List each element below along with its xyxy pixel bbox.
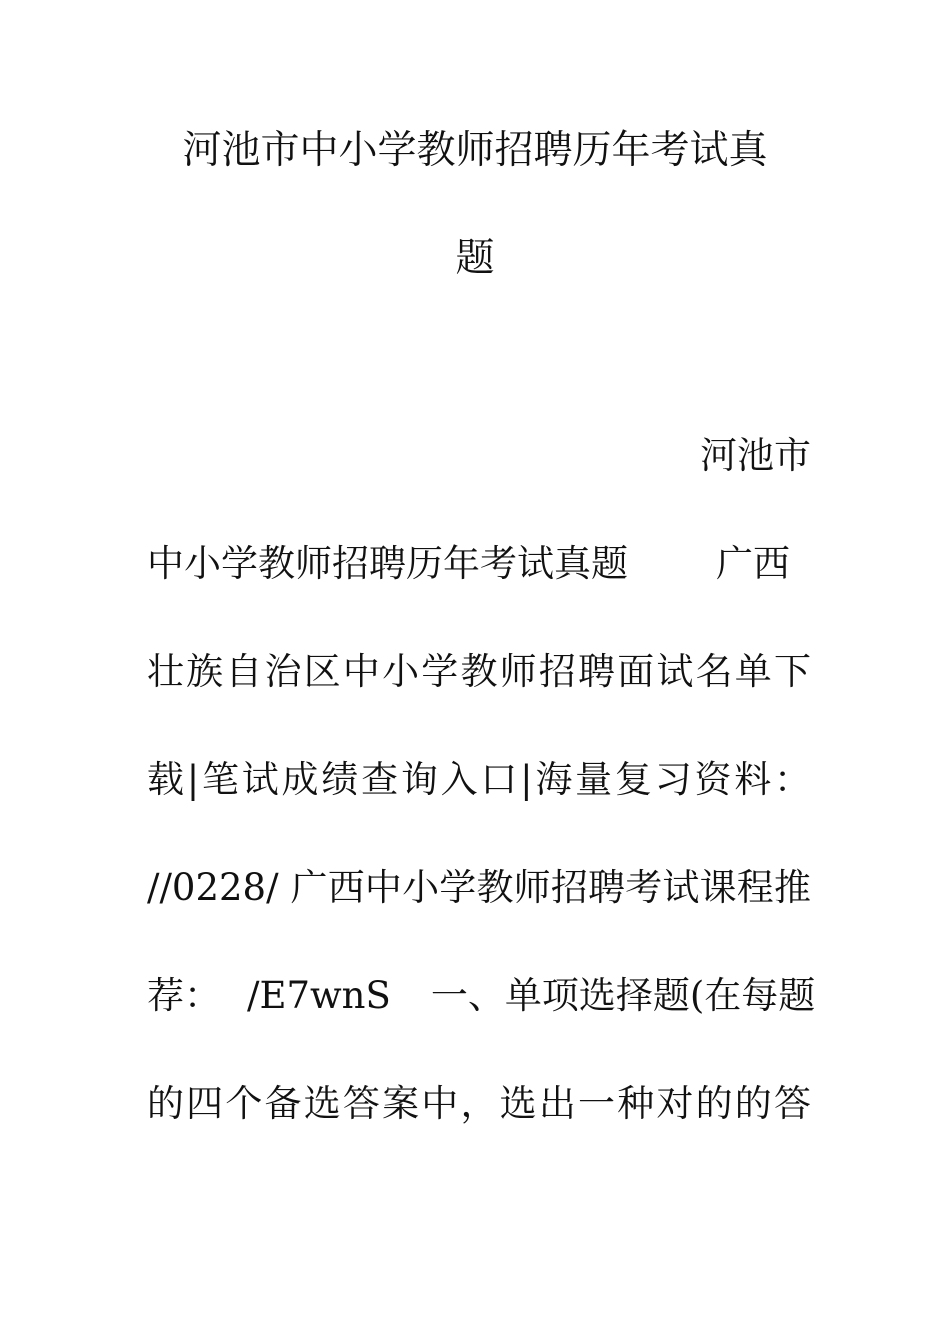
body-line-5: //0228/ 广西中小学教师招聘考试课程推	[147, 866, 811, 909]
body-line-1	[147, 432, 811, 480]
body-line-2	[147, 540, 811, 588]
body-text: 广西	[716, 542, 790, 585]
body-line-3: 壮族自治区中小学教师招聘面试名单下	[147, 650, 811, 693]
document-title-line-2: 题	[455, 236, 495, 281]
body-text: 一、单项选择题(在每题	[430, 974, 816, 1017]
body-text: 荐：	[147, 974, 221, 1017]
body-text: 河池市	[700, 434, 811, 477]
body-text: /E7wnS	[247, 974, 391, 1017]
body-line-6	[147, 972, 816, 1020]
body-line-7: 的四个备选答案中，选出一种对的的答	[147, 1082, 811, 1125]
document-title-line-1: 河池市中小学教师招聘历年考试真	[182, 128, 768, 173]
body-line-4: 载|笔试成绩查询入口|海量复习资料：	[147, 758, 811, 801]
body-text: 中小学教师招聘历年考试真题	[147, 542, 628, 585]
